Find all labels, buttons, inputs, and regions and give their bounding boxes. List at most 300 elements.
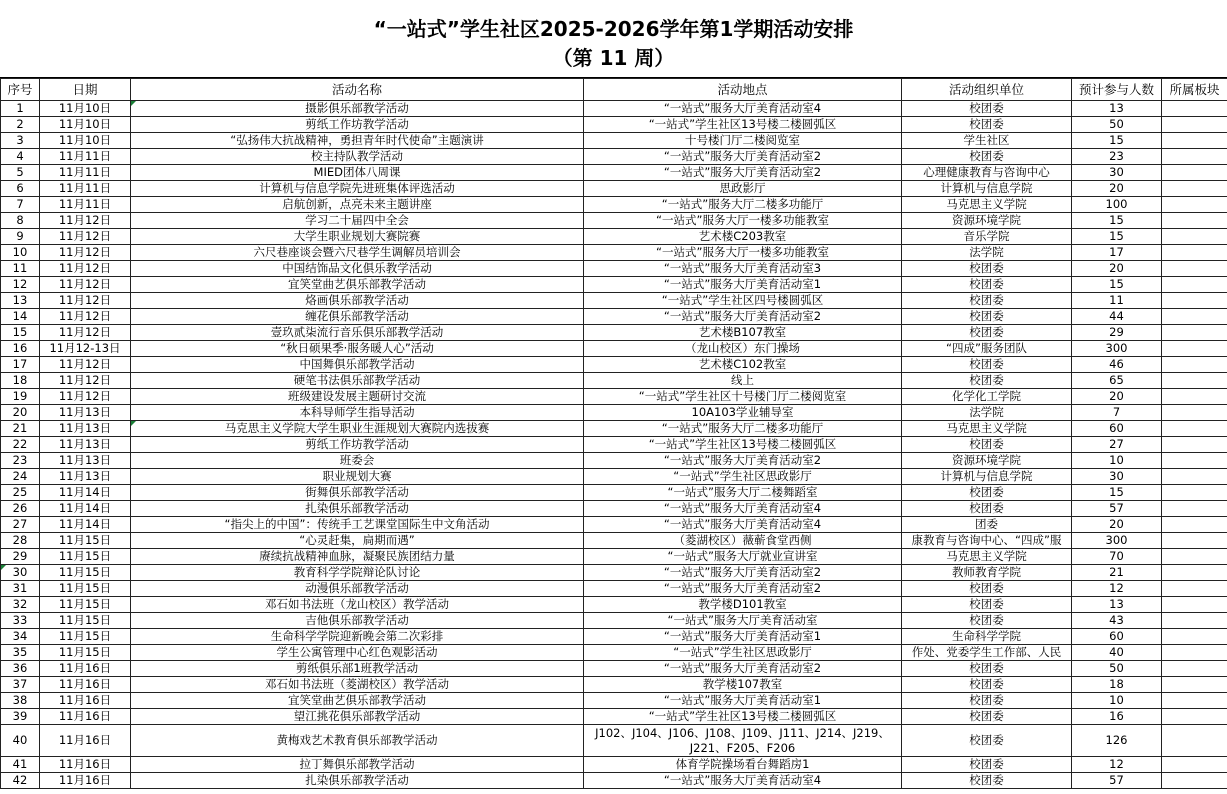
cell-section[interactable] [1162,597,1227,613]
cell-index[interactable]: 17 [1,357,40,373]
cell-index[interactable]: 36 [1,661,40,677]
cell-participants[interactable]: 27 [1072,437,1162,453]
cell-participants[interactable]: 18 [1072,677,1162,693]
cell-organizer[interactable]: “四成”服务团队 [902,341,1072,357]
cell-date[interactable]: 11月12日 [40,277,131,293]
cell-index[interactable]: 40 [1,725,40,757]
cell-section[interactable] [1162,261,1227,277]
cell-section[interactable] [1162,645,1227,661]
header-cell-organizer[interactable]: 活动组织单位 [902,79,1072,101]
cell-location[interactable]: 艺术楼C102教室 [584,357,902,373]
cell-participants[interactable]: 21 [1072,565,1162,581]
cell-date[interactable]: 11月15日 [40,629,131,645]
cell-organizer[interactable]: 校团委 [902,597,1072,613]
cell-location[interactable]: “一站式”学生社区13号楼二楼圆弧区 [584,437,902,453]
cell-participants[interactable]: 13 [1072,597,1162,613]
cell-activity[interactable]: 学习二十届四中全会 [131,213,584,229]
cell-index[interactable]: 34 [1,629,40,645]
cell-section[interactable] [1162,405,1227,421]
cell-organizer[interactable]: 校团委 [902,613,1072,629]
cell-location[interactable]: 教学楼D101教室 [584,597,902,613]
cell-date[interactable]: 11月16日 [40,677,131,693]
cell-location[interactable]: J102、J104、J106、J108、J109、J111、J214、J219、J221、F205、F206 [584,725,902,757]
cell-location[interactable]: “一站式”服务大厅二楼舞蹈室 [584,485,902,501]
cell-activity[interactable]: “弘扬伟大抗战精神，勇担青年时代使命”主题演讲 [131,133,584,149]
header-cell-index[interactable]: 序号 [1,79,40,101]
cell-date[interactable]: 11月12日 [40,261,131,277]
cell-participants[interactable]: 16 [1072,709,1162,725]
cell-activity[interactable]: 校主持队教学活动 [131,149,584,165]
cell-section[interactable] [1162,197,1227,213]
cell-index[interactable]: 25 [1,485,40,501]
cell-index[interactable]: 11 [1,261,40,277]
cell-section[interactable] [1162,725,1227,757]
cell-participants[interactable]: 100 [1072,197,1162,213]
cell-organizer[interactable]: 化学化工学院 [902,389,1072,405]
cell-organizer[interactable]: 校团委 [902,693,1072,709]
cell-organizer[interactable]: 校团委 [902,725,1072,757]
cell-index[interactable]: 4 [1,149,40,165]
cell-date[interactable]: 11月15日 [40,533,131,549]
cell-activity[interactable]: 剪纸俱乐部1班教学活动 [131,661,584,677]
cell-activity[interactable]: 黄梅戏艺术教育俱乐部教学活动 [131,725,584,757]
cell-organizer[interactable]: 校团委 [902,437,1072,453]
cell-location[interactable]: 思政影厅 [584,181,902,197]
cell-date[interactable]: 11月13日 [40,469,131,485]
cell-index[interactable]: 5 [1,165,40,181]
cell-location[interactable]: “一站式”学生社区13号楼二楼圆弧区 [584,709,902,725]
cell-date[interactable]: 11月14日 [40,501,131,517]
cell-activity[interactable]: 宜笑堂曲艺俱乐部教学活动 [131,693,584,709]
cell-section[interactable] [1162,293,1227,309]
cell-organizer[interactable]: 校团委 [902,293,1072,309]
cell-participants[interactable]: 12 [1072,757,1162,773]
cell-organizer[interactable]: 马克思主义学院 [902,549,1072,565]
cell-location[interactable]: “一站式”学生社区思政影厅 [584,645,902,661]
cell-activity[interactable]: 望江挑花俱乐部教学活动 [131,709,584,725]
cell-date[interactable]: 11月15日 [40,549,131,565]
cell-index[interactable]: 31 [1,581,40,597]
cell-index[interactable]: 13 [1,293,40,309]
cell-index[interactable]: 10 [1,245,40,261]
cell-participants[interactable]: 13 [1072,101,1162,117]
cell-organizer[interactable]: 作处、党委学生工作部、人民 [902,645,1072,661]
cell-index[interactable]: 28 [1,533,40,549]
cell-organizer[interactable]: 校团委 [902,501,1072,517]
cell-participants[interactable]: 60 [1072,629,1162,645]
header-cell-date[interactable]: 日期 [40,79,131,101]
cell-location[interactable]: 艺术楼C203教室 [584,229,902,245]
cell-date[interactable]: 11月15日 [40,597,131,613]
cell-index[interactable]: 1 [1,101,40,117]
cell-participants[interactable]: 15 [1072,485,1162,501]
cell-section[interactable] [1162,245,1227,261]
cell-date[interactable]: 11月16日 [40,709,131,725]
cell-date[interactable]: 11月13日 [40,421,131,437]
cell-organizer[interactable]: 音乐学院 [902,229,1072,245]
cell-organizer[interactable]: 校团委 [902,309,1072,325]
cell-index[interactable]: 6 [1,181,40,197]
cell-participants[interactable]: 7 [1072,405,1162,421]
cell-date[interactable]: 11月12日 [40,325,131,341]
cell-location[interactable]: “一站式”服务大厅美育活动室4 [584,517,902,533]
cell-location[interactable]: “一站式”服务大厅美育活动室2 [584,149,902,165]
cell-index[interactable]: 21 [1,421,40,437]
cell-date[interactable]: 11月16日 [40,693,131,709]
cell-location[interactable]: “一站式”服务大厅美育活动室2 [584,453,902,469]
cell-index[interactable]: 42 [1,773,40,789]
cell-organizer[interactable]: 马克思主义学院 [902,197,1072,213]
cell-organizer[interactable]: 计算机与信息学院 [902,181,1072,197]
cell-location[interactable]: “一站式”服务大厅美育活动室2 [584,581,902,597]
cell-index[interactable]: 39 [1,709,40,725]
cell-section[interactable] [1162,517,1227,533]
cell-section[interactable] [1162,501,1227,517]
cell-section[interactable] [1162,437,1227,453]
cell-activity[interactable]: 六尺巷座谈会暨六尺巷学生调解员培训会 [131,245,584,261]
cell-section[interactable] [1162,485,1227,501]
cell-index[interactable]: 22 [1,437,40,453]
cell-section[interactable] [1162,229,1227,245]
cell-activity[interactable]: 大学生职业规划大赛院赛 [131,229,584,245]
cell-section[interactable] [1162,613,1227,629]
cell-participants[interactable]: 17 [1072,245,1162,261]
cell-participants[interactable]: 23 [1072,149,1162,165]
cell-activity[interactable]: 计算机与信息学院先进班集体评选活动 [131,181,584,197]
cell-organizer[interactable]: 校团委 [902,581,1072,597]
cell-activity[interactable]: 街舞俱乐部教学活动 [131,485,584,501]
cell-participants[interactable]: 15 [1072,229,1162,245]
cell-section[interactable] [1162,469,1227,485]
cell-section[interactable] [1162,341,1227,357]
cell-organizer[interactable]: 心理健康教育与咨询中心 [902,165,1072,181]
cell-activity[interactable]: 教育科学学院辩论队讨论 [131,565,584,581]
cell-participants[interactable]: 57 [1072,501,1162,517]
cell-date[interactable]: 11月12日 [40,389,131,405]
cell-section[interactable] [1162,581,1227,597]
cell-index[interactable]: 9 [1,229,40,245]
header-cell-participants[interactable]: 预计参与人数 [1072,79,1162,101]
cell-activity[interactable]: MIED团体八周课 [131,165,584,181]
cell-participants[interactable]: 15 [1072,213,1162,229]
cell-participants[interactable]: 11 [1072,293,1162,309]
cell-organizer[interactable]: 学生社区 [902,133,1072,149]
cell-date[interactable]: 11月12日 [40,213,131,229]
cell-location[interactable]: 十号楼门厅二楼阅览室 [584,133,902,149]
cell-organizer[interactable]: 校团委 [902,757,1072,773]
cell-index[interactable]: 26 [1,501,40,517]
cell-date[interactable]: 11月12日 [40,309,131,325]
cell-index[interactable]: 8 [1,213,40,229]
cell-section[interactable] [1162,149,1227,165]
cell-organizer[interactable]: 资源环境学院 [902,213,1072,229]
cell-date[interactable]: 11月11日 [40,197,131,213]
cell-section[interactable] [1162,677,1227,693]
cell-section[interactable] [1162,549,1227,565]
cell-section[interactable] [1162,453,1227,469]
cell-section[interactable] [1162,421,1227,437]
cell-activity[interactable]: 摄影俱乐部教学活动 [131,101,584,117]
cell-location[interactable]: “一站式”服务大厅一楼多功能教室 [584,213,902,229]
cell-activity[interactable]: 启航创新，点亮未来主题讲座 [131,197,584,213]
cell-activity[interactable]: 壹玖贰柒流行音乐俱乐部教学活动 [131,325,584,341]
cell-index[interactable]: 19 [1,389,40,405]
cell-date[interactable]: 11月12日 [40,229,131,245]
cell-location[interactable]: “一站式”服务大厅美育活动室1 [584,277,902,293]
cell-section[interactable] [1162,213,1227,229]
cell-participants[interactable]: 30 [1072,469,1162,485]
cell-section[interactable] [1162,661,1227,677]
cell-location[interactable]: 10A103学业辅导室 [584,405,902,421]
cell-index[interactable]: 15 [1,325,40,341]
cell-organizer[interactable]: 校团委 [902,101,1072,117]
cell-location[interactable]: “一站式”服务大厅美育活动室3 [584,261,902,277]
cell-location[interactable]: “一站式”服务大厅一楼多功能教室 [584,245,902,261]
cell-organizer[interactable]: 计算机与信息学院 [902,469,1072,485]
cell-location[interactable]: “一站式”服务大厅美育活动室2 [584,165,902,181]
header-cell-location[interactable]: 活动地点 [584,79,902,101]
cell-location[interactable]: “一站式”服务大厅美育活动室4 [584,773,902,789]
cell-activity[interactable]: 中国舞俱乐部教学活动 [131,357,584,373]
cell-date[interactable]: 11月12日 [40,373,131,389]
cell-index[interactable]: 32 [1,597,40,613]
cell-activity[interactable]: 班级建设发展主题研讨交流 [131,389,584,405]
cell-activity[interactable]: 剪纸工作坊教学活动 [131,437,584,453]
cell-organizer[interactable]: 校团委 [902,357,1072,373]
cell-location[interactable]: “一站式”服务大厅美育活动室4 [584,501,902,517]
cell-organizer[interactable]: 康教育与咨询中心、“四成”服 [902,533,1072,549]
cell-participants[interactable]: 57 [1072,773,1162,789]
cell-organizer[interactable]: 校团委 [902,485,1072,501]
cell-location[interactable]: “一站式”学生社区十号楼门厅二楼阅览室 [584,389,902,405]
cell-section[interactable] [1162,693,1227,709]
cell-date[interactable]: 11月14日 [40,485,131,501]
cell-participants[interactable]: 126 [1072,725,1162,757]
cell-organizer[interactable]: 校团委 [902,277,1072,293]
cell-organizer[interactable]: 法学院 [902,245,1072,261]
cell-location[interactable]: “一站式”服务大厅美育活动室1 [584,629,902,645]
cell-index[interactable]: 23 [1,453,40,469]
cell-section[interactable] [1162,629,1227,645]
cell-section[interactable] [1162,181,1227,197]
cell-location[interactable]: 艺术楼B107教室 [584,325,902,341]
header-cell-section[interactable]: 所属板块 [1162,79,1227,101]
cell-location[interactable]: “一站式”服务大厅二楼多功能厅 [584,421,902,437]
cell-activity[interactable]: 宜笑堂曲艺俱乐部教学活动 [131,277,584,293]
cell-location[interactable]: （龙山校区）东门操场 [584,341,902,357]
cell-section[interactable] [1162,389,1227,405]
cell-location[interactable]: “一站式”服务大厅二楼多功能厅 [584,197,902,213]
cell-organizer[interactable]: 校团委 [902,117,1072,133]
cell-participants[interactable]: 46 [1072,357,1162,373]
cell-index[interactable]: 18 [1,373,40,389]
cell-index[interactable]: 30 [1,565,40,581]
cell-index[interactable]: 3 [1,133,40,149]
cell-index[interactable]: 20 [1,405,40,421]
cell-date[interactable]: 11月14日 [40,517,131,533]
cell-activity[interactable]: 拉丁舞俱乐部教学活动 [131,757,584,773]
cell-participants[interactable]: 43 [1072,613,1162,629]
cell-participants[interactable]: 10 [1072,453,1162,469]
cell-section[interactable] [1162,133,1227,149]
cell-organizer[interactable]: 马克思主义学院 [902,421,1072,437]
cell-section[interactable] [1162,373,1227,389]
cell-activity[interactable]: 吉他俱乐部教学活动 [131,613,584,629]
cell-index[interactable]: 14 [1,309,40,325]
cell-date[interactable]: 11月11日 [40,149,131,165]
cell-activity[interactable]: 职业规划大赛 [131,469,584,485]
cell-section[interactable] [1162,533,1227,549]
cell-section[interactable] [1162,757,1227,773]
cell-participants[interactable]: 70 [1072,549,1162,565]
cell-organizer[interactable]: 资源环境学院 [902,453,1072,469]
cell-section[interactable] [1162,709,1227,725]
cell-location[interactable]: “一站式”学生社区13号楼二楼圆弧区 [584,117,902,133]
cell-section[interactable] [1162,773,1227,789]
cell-date[interactable]: 11月16日 [40,773,131,789]
cell-organizer[interactable]: 校团委 [902,677,1072,693]
cell-date[interactable]: 11月12-13日 [40,341,131,357]
cell-participants[interactable]: 50 [1072,661,1162,677]
cell-organizer[interactable]: 校团委 [902,373,1072,389]
cell-location[interactable]: “一站式”学生社区四号楼圆弧区 [584,293,902,309]
cell-organizer[interactable]: 教师教育学院 [902,565,1072,581]
cell-organizer[interactable]: 校团委 [902,261,1072,277]
cell-organizer[interactable]: 校团委 [902,149,1072,165]
cell-activity[interactable]: 邓石如书法班（龙山校区）教学活动 [131,597,584,613]
cell-location[interactable]: “一站式”服务大厅美育活动室2 [584,309,902,325]
cell-index[interactable]: 24 [1,469,40,485]
cell-activity[interactable]: 扎染俱乐部教学活动 [131,501,584,517]
cell-location[interactable]: 教学楼107教室 [584,677,902,693]
cell-date[interactable]: 11月12日 [40,293,131,309]
cell-index[interactable]: 38 [1,693,40,709]
cell-section[interactable] [1162,325,1227,341]
cell-activity[interactable]: 班委会 [131,453,584,469]
cell-location[interactable]: “一站式”服务大厅美育活动室 [584,613,902,629]
cell-participants[interactable]: 20 [1072,517,1162,533]
cell-participants[interactable]: 300 [1072,341,1162,357]
cell-participants[interactable]: 40 [1072,645,1162,661]
cell-activity[interactable]: 动漫俱乐部教学活动 [131,581,584,597]
cell-date[interactable]: 11月15日 [40,581,131,597]
cell-section[interactable] [1162,101,1227,117]
cell-organizer[interactable]: 生命科学学院 [902,629,1072,645]
cell-location[interactable]: “一站式”服务大厅美育活动室2 [584,661,902,677]
cell-date[interactable]: 11月11日 [40,181,131,197]
cell-date[interactable]: 11月16日 [40,661,131,677]
cell-activity[interactable]: “秋日硕果季·服务暖人心”活动 [131,341,584,357]
cell-date[interactable]: 11月13日 [40,453,131,469]
cell-activity[interactable]: 中国结饰品文化俱乐教学活动 [131,261,584,277]
cell-activity[interactable]: 硬笔书法俱乐部教学活动 [131,373,584,389]
cell-location[interactable]: “一站式”服务大厅美育活动室2 [584,565,902,581]
cell-index[interactable]: 37 [1,677,40,693]
cell-index[interactable]: 29 [1,549,40,565]
cell-organizer[interactable]: 团委 [902,517,1072,533]
cell-activity[interactable]: 剪纸工作坊教学活动 [131,117,584,133]
cell-date[interactable]: 11月11日 [40,165,131,181]
cell-location[interactable]: “一站式”学生社区思政影厅 [584,469,902,485]
cell-date[interactable]: 11月13日 [40,405,131,421]
cell-section[interactable] [1162,357,1227,373]
cell-section[interactable] [1162,117,1227,133]
cell-date[interactable]: 11月15日 [40,645,131,661]
cell-activity[interactable]: 缠花俱乐部教学活动 [131,309,584,325]
cell-participants[interactable]: 60 [1072,421,1162,437]
cell-participants[interactable]: 10 [1072,693,1162,709]
cell-section[interactable] [1162,165,1227,181]
cell-section[interactable] [1162,565,1227,581]
cell-date[interactable]: 11月13日 [40,437,131,453]
cell-location[interactable]: “一站式”服务大厅就业宣讲室 [584,549,902,565]
cell-participants[interactable]: 30 [1072,165,1162,181]
cell-date[interactable]: 11月10日 [40,133,131,149]
cell-activity[interactable]: 烙画俱乐部教学活动 [131,293,584,309]
cell-organizer[interactable]: 校团委 [902,773,1072,789]
cell-participants[interactable]: 20 [1072,181,1162,197]
cell-activity[interactable]: “指尖上的中国”：传统手工艺课堂国际生中文角活动 [131,517,584,533]
cell-index[interactable]: 41 [1,757,40,773]
cell-index[interactable]: 33 [1,613,40,629]
cell-participants[interactable]: 12 [1072,581,1162,597]
cell-participants[interactable]: 15 [1072,133,1162,149]
cell-date[interactable]: 11月15日 [40,565,131,581]
cell-index[interactable]: 16 [1,341,40,357]
cell-location[interactable]: （菱湖校区）薇蕲食堂西侧 [584,533,902,549]
cell-participants[interactable]: 65 [1072,373,1162,389]
cell-participants[interactable]: 44 [1072,309,1162,325]
cell-activity[interactable]: 马克思主义学院大学生职业生涯规划大赛院内选拔赛 [131,421,584,437]
cell-location[interactable]: 线上 [584,373,902,389]
cell-activity[interactable]: “心灵赶集，扃期而遇” [131,533,584,549]
cell-participants[interactable]: 300 [1072,533,1162,549]
cell-index[interactable]: 27 [1,517,40,533]
cell-location[interactable]: 体育学院操场看台舞蹈房1 [584,757,902,773]
cell-activity[interactable]: 本科导师学生指导活动 [131,405,584,421]
cell-index[interactable]: 12 [1,277,40,293]
cell-activity[interactable]: 生命科学学院迎新晚会第二次彩排 [131,629,584,645]
header-cell-activity[interactable]: 活动名称 [131,79,584,101]
cell-date[interactable]: 11月16日 [40,757,131,773]
cell-section[interactable] [1162,309,1227,325]
cell-date[interactable]: 11月10日 [40,117,131,133]
cell-date[interactable]: 11月12日 [40,245,131,261]
cell-participants[interactable]: 15 [1072,277,1162,293]
cell-location[interactable]: “一站式”服务大厅美育活动室1 [584,693,902,709]
cell-index[interactable]: 35 [1,645,40,661]
cell-organizer[interactable]: 法学院 [902,405,1072,421]
cell-participants[interactable]: 50 [1072,117,1162,133]
cell-participants[interactable]: 20 [1072,389,1162,405]
cell-date[interactable]: 11月12日 [40,357,131,373]
cell-date[interactable]: 11月16日 [40,725,131,757]
cell-index[interactable]: 7 [1,197,40,213]
cell-index[interactable]: 2 [1,117,40,133]
cell-date[interactable]: 11月15日 [40,613,131,629]
cell-participants[interactable]: 29 [1072,325,1162,341]
cell-participants[interactable]: 20 [1072,261,1162,277]
cell-date[interactable]: 11月10日 [40,101,131,117]
cell-activity[interactable]: 赓续抗战精神血脉，凝聚民族团结力量 [131,549,584,565]
cell-organizer[interactable]: 校团委 [902,709,1072,725]
cell-organizer[interactable]: 校团委 [902,661,1072,677]
cell-location[interactable]: “一站式”服务大厅美育活动室4 [584,101,902,117]
cell-section[interactable] [1162,277,1227,293]
cell-activity[interactable]: 学生公寓管理中心红色观影活动 [131,645,584,661]
cell-activity[interactable]: 扎染俱乐部教学活动 [131,773,584,789]
cell-organizer[interactable]: 校团委 [902,325,1072,341]
